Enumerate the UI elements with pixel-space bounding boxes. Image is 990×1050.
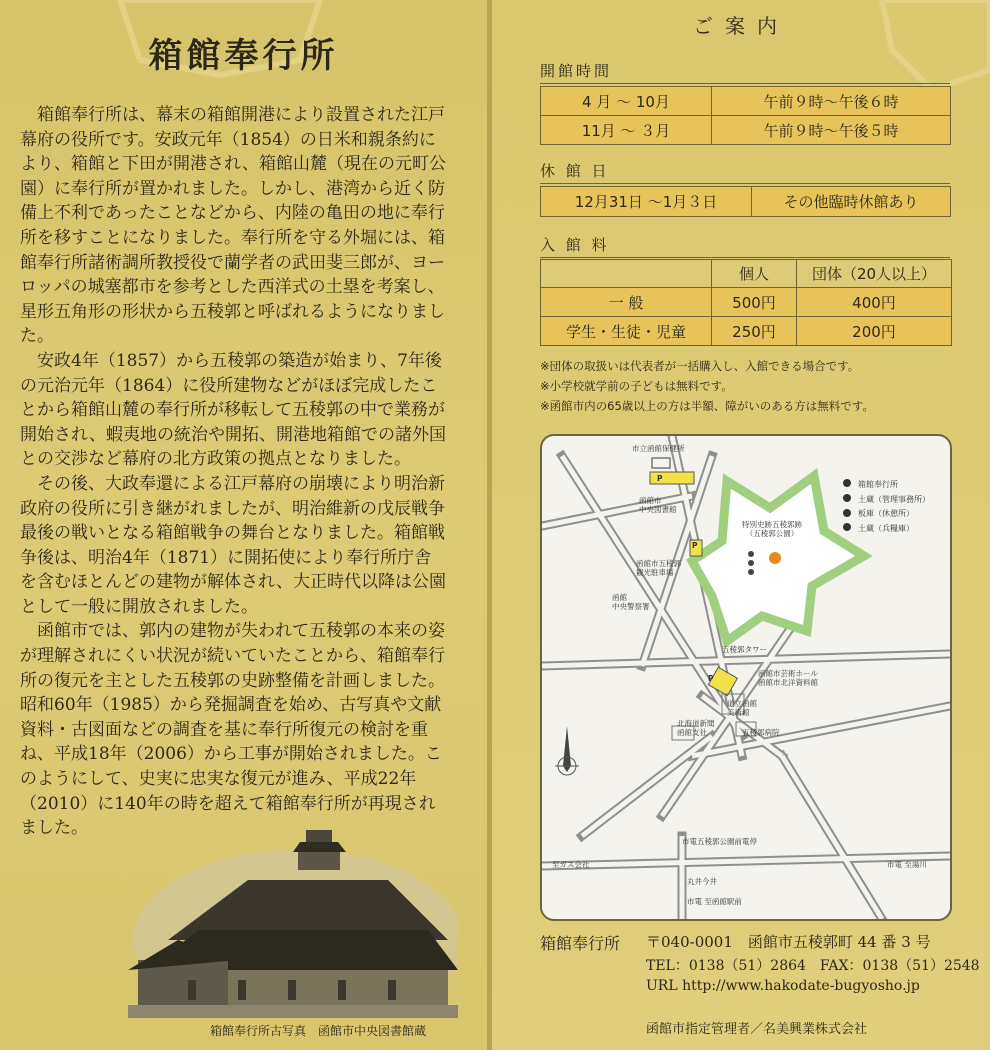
note: ※小学校就学前の子どもは無料です。 xyxy=(540,379,733,393)
address: 〒040-0001 函館市五稜郭町 44 番 3 号 xyxy=(646,933,931,951)
history-text xyxy=(20,103,448,841)
divider xyxy=(540,257,950,258)
closed-extra: その他臨時休館あり xyxy=(752,187,951,217)
fees-table xyxy=(540,259,952,346)
hours-heading: 開館時間 xyxy=(540,62,613,80)
phone-fax: TEL：0138（51）2864 FAX：0138（51）2548 xyxy=(646,958,980,974)
fees-header-blank xyxy=(541,260,712,288)
fees-category: 一 般 xyxy=(541,288,712,317)
map-label: 函館市芸術ホール 函館市北洋資料館 xyxy=(758,669,818,687)
legend-item: 土蔵（管理事務所） xyxy=(858,494,930,504)
fees-header-group: 団体（20人以上） xyxy=(797,260,952,288)
fees-heading: 入 館 料 xyxy=(540,236,610,254)
closed-table xyxy=(540,186,951,217)
fees-category: 学生・生徒・児童 xyxy=(541,317,712,346)
access-map xyxy=(540,434,952,921)
fees-individual: 500円 xyxy=(712,288,797,317)
guide-title: ご案内 xyxy=(693,14,789,38)
map-labels xyxy=(542,436,950,919)
map-label: 五稜郭タワー xyxy=(722,645,767,654)
hours-time: 午前９時～午後５時 xyxy=(712,116,951,145)
map-label: 市電 至湯川 xyxy=(887,860,927,869)
hours-season: 4 月 ～ 10月 xyxy=(541,87,712,116)
paragraph: 安政4年（1857）から五稜郭の築造が始まり、7年後の元治元年（1864）に役所建物などがほぼ完成したことから箱館山麓の奉行所が移転して五稜郭の中で業務が開始され、蝦夷地の統治や開拓、開港地箱館での諸外国との交渉など幕府の北方政策の拠点となりました。 xyxy=(20,350,447,470)
map-label: 道立函館 美術館 xyxy=(727,699,757,717)
hours-season: 11月 ～ ３月 xyxy=(541,116,712,145)
paragraph: その後、大政奉還による江戸幕府の崩壊により明治新政府の役所に引き継がれましたが、明治維新の戊辰戦争最後の戦いとなる箱館戦争の舞台となりました。箱館戦争後は、明治4年（1871）に開拓使により奉行所庁舎を含むほとんどの建物が解体され、大正時代以降は公園として一般に開放されました。 xyxy=(20,473,447,617)
legend-item: 土蔵（兵糧庫） xyxy=(858,523,914,533)
map-label: 函館市五稜郭 観光駐車場 xyxy=(636,559,681,577)
legend-item: 箱館奉行所 xyxy=(858,480,898,489)
map-label: 五稜郭病院 xyxy=(742,728,780,737)
map-label: 市立函館保健所 xyxy=(632,444,685,453)
paragraph: 箱館奉行所は、幕末の箱館開港により設置された江戸幕府の役所です。安政元年（1854）の日米和親条約により、箱館と下田が開港され、箱館山麓（現在の元町公園）に奉行所が置かれました。しかし、港湾から近く防備上不利であったことなどから、内陸の亀田の地に奉行所を移すことになりました。奉行所を守る外堀には、箱館奉行所諸術調所教授役で蘭学者の武田斐三郎が、ヨーロッパの城塞都市を参考とした西洋式の土塁を考案し、星形五角形の形状から五稜郭と呼ばれるようになりました。 xyxy=(20,105,447,347)
divider xyxy=(540,83,950,84)
fee-notes xyxy=(540,356,874,416)
hours-table xyxy=(540,86,951,145)
map-label: 特別史跡五稜郭跡 （五稜郭公園） xyxy=(742,520,802,538)
note: ※函館市内の65歳以上の方は半額、障がいのある方は無料です。 xyxy=(540,399,874,413)
fees-group: 200円 xyxy=(797,317,952,346)
parking-icon: P xyxy=(692,541,698,550)
website-link[interactable]: URL http://www.hakodate-bugyosho.jp xyxy=(646,978,920,994)
map-label: 丸井今井 xyxy=(687,877,717,886)
fees-group: 400円 xyxy=(797,288,952,317)
parking-icon: P xyxy=(708,674,714,683)
map-label: 市電五稜郭公園前電停 xyxy=(682,837,757,846)
photo-caption: 箱館奉行所古写真 函館市中央図書館蔵 xyxy=(210,1024,427,1038)
map-label: 市電 至函館駅前 xyxy=(687,897,742,906)
closed-heading: 休 館 日 xyxy=(540,162,610,180)
fees-header-individual: 個人 xyxy=(712,260,797,288)
map-label: 函館市 中央図書館 xyxy=(639,496,677,514)
map-label: 北海道新聞 函館支社 xyxy=(677,719,715,737)
left-panel xyxy=(0,0,487,1050)
facility-name: 箱館奉行所 xyxy=(540,934,621,953)
paragraph: 函館市では、郭内の建物が失われて五稜郭の本来の姿が理解されにくい状況が続いていたことから、箱館奉行所の復元を主とした五稜郭の史跡整備を計画しました。昭和60年（1985）から発掘調査を始め、古写真や文献資料・古図面などの調査を基に奉行所復元の検討を重ね、平成18年（2006）から工事が開始されました。このようにして、史実に忠実な復元が進み、平成22年（2010）に140年の時を超えて箱館奉行所が再現されました。 xyxy=(20,621,445,839)
old-photo-magistrate-office xyxy=(128,820,458,1018)
manager: 函館市指定管理者／名美興業株式会社 xyxy=(646,1022,868,1037)
parking-icon: P xyxy=(657,474,663,483)
page-title: 箱館奉行所 xyxy=(148,36,339,76)
legend-item: 板庫（休憩所） xyxy=(858,509,914,518)
divider xyxy=(540,183,950,184)
note: ※団体の取扱いは代表者が一括購入し、入館できる場合です。 xyxy=(540,359,860,373)
fees-individual: 250円 xyxy=(712,317,797,346)
closed-days: 12月31日 ～1月３日 xyxy=(541,187,752,217)
hours-time: 午前９時～午後６時 xyxy=(712,87,951,116)
map-label: 至ガス会社 xyxy=(552,860,590,869)
map-label: 函館 中央警察署 xyxy=(612,593,650,611)
